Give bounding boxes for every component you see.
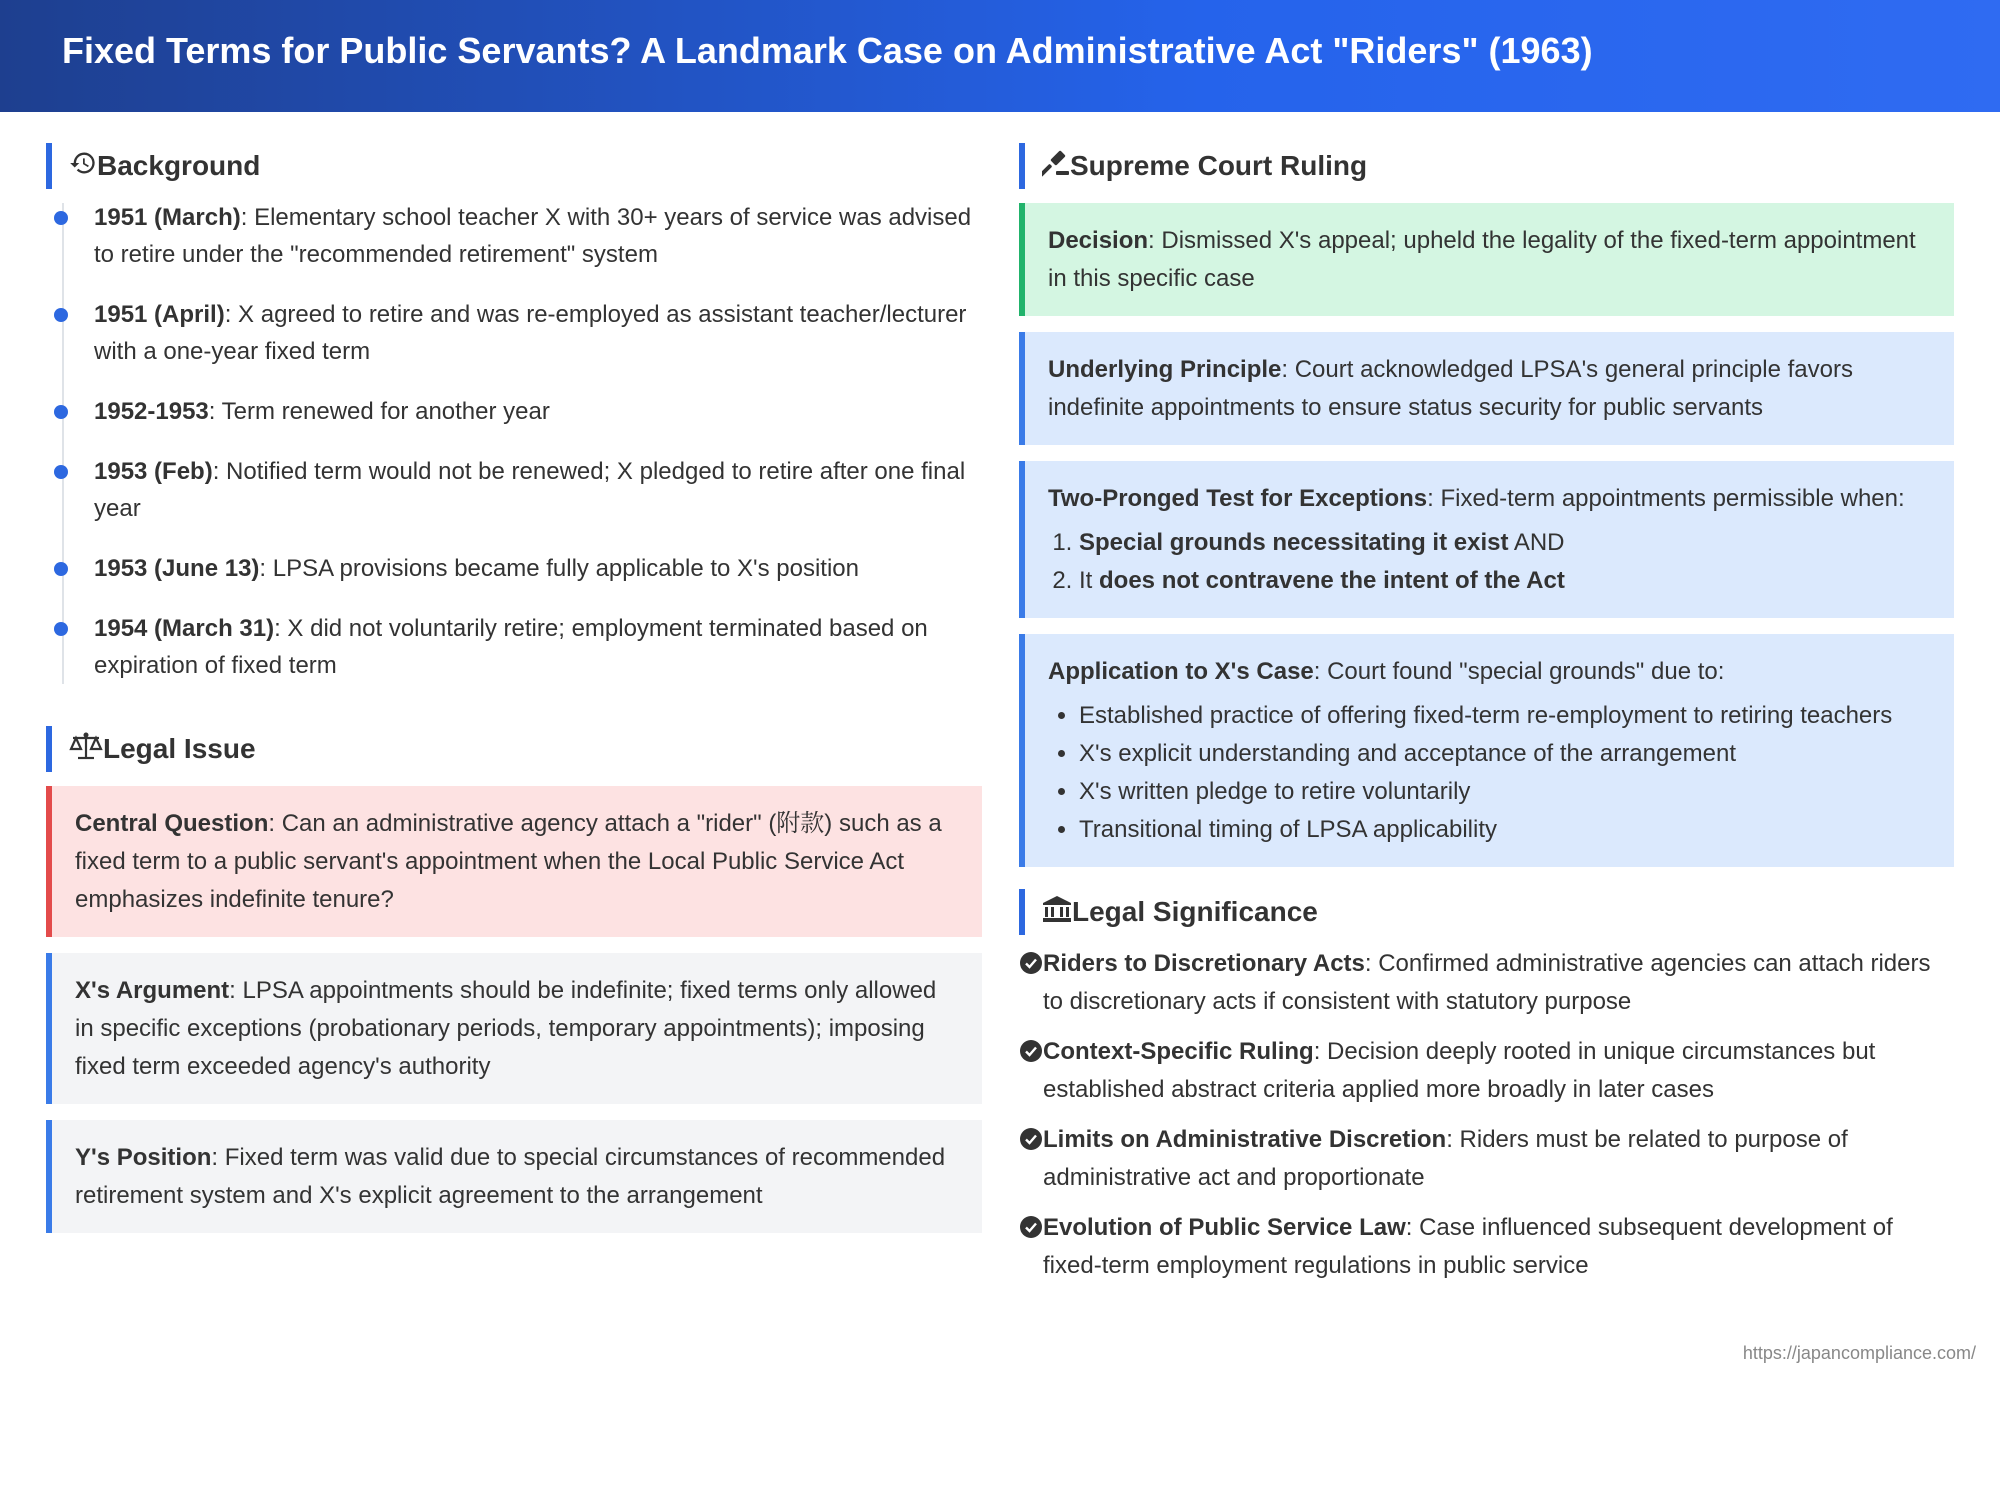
- significance-heading: [1019, 889, 1954, 935]
- check-circle-icon: [1019, 1125, 1043, 1163]
- y-position-label: Y's Position: [75, 1144, 212, 1171]
- timeline-date: 1954 (March 31): [94, 615, 275, 642]
- x-argument-box: [46, 953, 982, 1104]
- central-question-text: : Can an administrative agency attach a "rider" (附款) such as a fixed term to a public servant's appointment when the Local Public Service Act emphasizes indefinite tenure?: [75, 810, 942, 913]
- timeline-date: 1951 (March): [94, 204, 241, 231]
- application-label: Application to X's Case: [1048, 658, 1314, 685]
- central-question-box: [46, 786, 982, 937]
- timeline-item: [94, 199, 982, 273]
- significance-list: [1019, 945, 1954, 1285]
- history-icon: [69, 149, 97, 184]
- timeline-text: : LPSA provisions became fully applicable to X's position: [259, 555, 859, 582]
- application-item: • X's written pledge to retire voluntarily: [1079, 773, 1932, 811]
- page-title: Fixed Terms for Public Servants? A Landmark Case on Administrative Act "Riders" (1963): [62, 30, 1593, 71]
- legal-issue-title: Legal Issue: [103, 733, 256, 764]
- application-list: [1048, 697, 1932, 849]
- timeline-dot: [54, 562, 68, 576]
- central-question-label: Central Question: [75, 810, 269, 837]
- principle-label: Underlying Principle: [1048, 356, 1282, 383]
- timeline-dot: [54, 308, 68, 322]
- significance-item: Context-Specific Ruling: Decision deeply rooted in unique circumstances but established abstract criteria applied more broadly in later cases: [1019, 1033, 1954, 1109]
- test-list: [1048, 524, 1932, 600]
- significance-title: Legal Significance: [1072, 896, 1318, 927]
- timeline-dot: [54, 211, 68, 225]
- test-item: 2. It does not contravene the intent of the Act: [1079, 562, 1932, 600]
- ruling-title: Supreme Court Ruling: [1070, 150, 1368, 181]
- page-header: [0, 0, 2000, 112]
- timeline-date: 1953 (June 13): [94, 555, 260, 582]
- application-text: : Court found "special grounds" due to:: [1313, 658, 1725, 685]
- right-column: [1019, 143, 1954, 1297]
- timeline-item: [94, 550, 982, 587]
- decision-box: [1019, 203, 1954, 316]
- y-position-box: [46, 1120, 982, 1233]
- application-item: • Established practice of offering fixed-term re-employment to retiring teachers: [1079, 697, 1932, 735]
- timeline-text: : X agreed to retire and was re-employed as assistant teacher/lecturer with a one-year fixed term: [94, 301, 967, 365]
- timeline-item: [94, 296, 982, 370]
- application-box: [1019, 634, 1954, 867]
- decision-text: : Dismissed X's appeal; upheld the legality of the fixed-term appointment in this specific case: [1048, 227, 1916, 292]
- ruling-heading: [1019, 143, 1954, 189]
- timeline-text: : Term renewed for another year: [208, 398, 550, 425]
- test-item: 1. Special grounds necessitating it exist AND: [1079, 524, 1932, 562]
- timeline-dot: [54, 465, 68, 479]
- left-column: [46, 143, 982, 1233]
- scale-icon: [69, 731, 103, 768]
- y-position-text: : Fixed term was valid due to special circumstances of recommended retirement system and X's explicit agreement to the arrangement: [75, 1144, 946, 1209]
- timeline-text: : X did not voluntarily retire; employment terminated based on expiration of fixed term: [94, 615, 928, 679]
- background-heading: [46, 143, 982, 189]
- timeline-dot: [54, 405, 68, 419]
- decision-label: Decision: [1048, 227, 1149, 254]
- background-timeline: [46, 199, 982, 684]
- x-argument-text: : LPSA appointments should be indefinite; fixed terms only allowed in specific exceptions (probationary periods, temporary appointments); imposing fixed term exceeded agency's authority: [75, 977, 937, 1080]
- timeline-item: [94, 393, 982, 430]
- timeline-dot: [54, 622, 68, 636]
- significance-item: Evolution of Public Service Law: Case influenced subsequent development of fixed-term employment regulations in public service: [1019, 1209, 1954, 1285]
- significance-item: Limits on Administrative Discretion: Riders must be related to purpose of administrative act and proportionate: [1019, 1121, 1954, 1197]
- background-title: Background: [97, 150, 261, 181]
- institution-icon: [1042, 895, 1072, 930]
- test-label: Two-Pronged Test for Exceptions: [1048, 485, 1428, 512]
- test-text: : Fixed-term appointments permissible when:: [1427, 485, 1905, 512]
- timeline-item: [94, 610, 982, 684]
- timeline-date: 1951 (April): [94, 301, 225, 328]
- principle-text: : Court acknowledged LPSA's general principle favors indefinite appointments to ensure status security for public servants: [1048, 356, 1853, 421]
- principle-box: [1019, 332, 1954, 445]
- gavel-icon: [1042, 149, 1070, 184]
- legal-issue-heading: [46, 726, 982, 772]
- timeline-date: 1952-1953: [94, 398, 209, 425]
- check-circle-icon: [1019, 1037, 1043, 1075]
- application-item: • X's explicit understanding and acceptance of the arrangement: [1079, 735, 1932, 773]
- source-url[interactable]: https://japancompliance.com/: [1742, 1343, 1976, 1363]
- timeline-date: 1953 (Feb): [94, 458, 213, 485]
- significance-item: Riders to Discretionary Acts: Confirmed administrative agencies can attach riders to discretionary acts if consistent with statutory purpose: [1019, 945, 1954, 1021]
- check-circle-icon: [1019, 949, 1043, 987]
- timeline-text: : Elementary school teacher X with 30+ years of service was advised to retire under the "recommended retirement" system: [94, 204, 972, 268]
- timeline-item: [94, 453, 982, 527]
- application-item: • Transitional timing of LPSA applicability: [1079, 811, 1932, 849]
- test-box: [1019, 461, 1954, 618]
- timeline-text: : Notified term would not be renewed; X pledged to retire after one final year: [94, 458, 966, 522]
- check-circle-icon: [1019, 1213, 1043, 1251]
- x-argument-label: X's Argument: [75, 977, 230, 1004]
